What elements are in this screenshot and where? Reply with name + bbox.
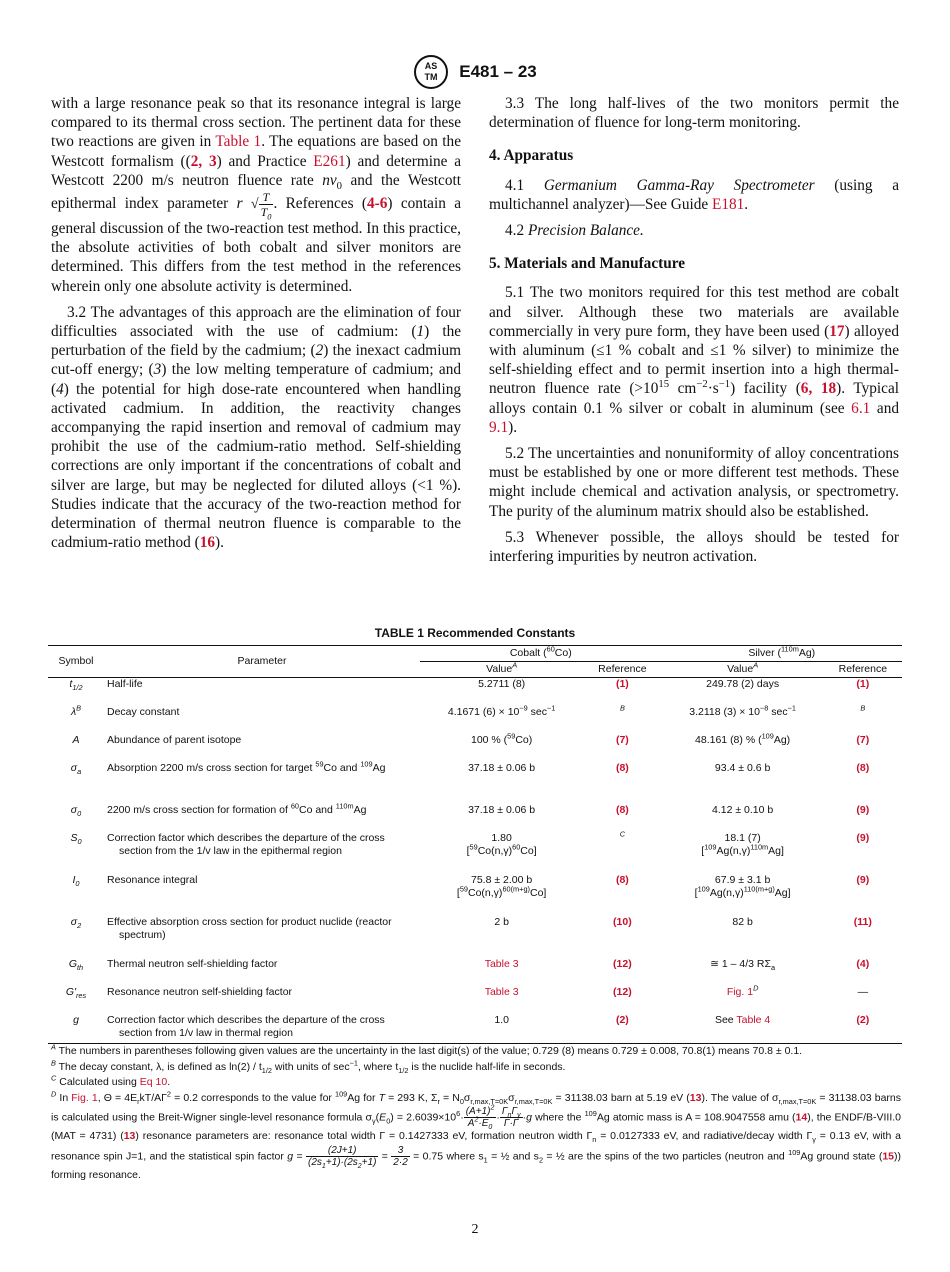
sqrt-symbol: √	[250, 196, 259, 212]
table-row: $t_{1/2}$ Half-life 5.2711 (8) (1) 249.78 (2) days (1)	[69, 678, 870, 693]
link-table-4[interactable]: Table 4	[736, 1013, 771, 1026]
table-row: $G'_{res}$ Resonance neutron self-shielding factor Table 3 (12) Fig. $1^D$ —	[48, 986, 902, 1014]
paragraph-4-2: 4.2 Precision Balance.	[505, 222, 644, 240]
table-caption: TABLE 1 Recommended Constants	[374, 626, 576, 640]
link-9-1[interactable]: 9.1	[489, 418, 509, 436]
link-table-1[interactable]: Table 1	[215, 133, 262, 151]
paragraph-3-2: 3.2 The advantages of this approach are the elimination of four difficulties associated with the use of cadmium: (1) the perturbation of the field by the cadmium; (2) the inexact cadmium cut-off energy; (3) the low melting temperature of cadmium; and (4) the potential for high dose-rate encountered when handling activated cadmium. In addition, the reactivity changes accompanying the rapid insertion and removal of cadmium may prohibit the use of the cadmium-ratio method. Self-shielding corrections are only important if the concentrations of cobalt and silver are large, but may be neglected for diluted alloys (<1 %). Studies indicate that the accuracy of the two-reaction method for determination of thermal neutron fluence is comparable to the cadmium-ratio method (16).	[51, 303, 462, 552]
table-row: g Correction factor which describes the departure of the cross section from 1/v law in thermal region 1.0 (2) See Table 4 (2)	[48, 1014, 902, 1044]
footnote-c: $^C$ Calculated using Eq 10.	[51, 1073, 171, 1088]
paragraph-3-3: 3.3 The long half-lives of the two monitors permit the determination of fluence for long-term monitoring.	[489, 95, 899, 132]
table-footnotes	[51, 1044, 901, 1183]
header-silver: Silver ($^{110m}$Ag)	[662, 646, 902, 662]
table-row: $\sigma_2$ Effective absorption cross section for product nuclide (reactor spectrum) 2 b (10) 82 b (11)	[70, 915, 872, 941]
link-fig-1[interactable]: Fig. 1	[726, 985, 754, 998]
section-heading-apparatus: 4. Apparatus	[489, 147, 574, 165]
ref-link[interactable]: 14	[795, 1111, 808, 1124]
link-e261[interactable]: E261	[313, 152, 346, 170]
footnote-d: $^D$ In Fig. 1, $\Theta = 4E_rkT/A\Gamma^2 = 0.2$ corresponds to the value for $^{109}$Ag for T = 293 K, $\Sigma_r = N_0\sigma_{r,max,T=0K}\sigma_{r,max,T=0K} = 31138.03$ barn at 5.19 eV (13). The value of $\sigma_{r,max,T=0K} = 31138.03$ barns is calculated using the Breit-Wigner single-level resonance formula $\sigma_\gamma(E_0) = 2.6039\times 10^6\cdot$ $\frac{(A+1)^2}{A^2\cdot E_0}$ · $\frac{\Gamma_n\Gamma_\gamma}{\Gamma\cdot\Gamma}$ ·g where the $^{109}$Ag atomic mass is A = 108.9047558 amu (14), the ENDF/B-VIII.0 (MAT = 4731) (13) resonance parameters are: resonance total width Γ = 0.1427333 eV, formation neutron width $\Gamma_n = 0.0127333$ eV, and radiative/decay width $\Gamma_\gamma = 0.13$ eV, with a resonance spin J=1, and the statistical spin factor g = $\frac{(2J+1)}{(2s_1+1)\cdot(2s_2+1)}$ = $\frac{3}{2\cdot 2}$ = 0.75 where $s_1$ = ½ and $s_2$ = ½ are the spins of the two particles (neutron and $^{109}$Ag ground state (15)) forming resonance.	[51, 1089, 902, 1181]
ref-link[interactable]: 6, 18	[800, 380, 837, 398]
fraction-t-over-t0: $\frac{T}{T_0}$	[260, 190, 272, 222]
section-heading-materials: 5. Materials and Manufacture	[489, 255, 686, 273]
footnote-a: $^A$ The numbers in parentheses following given values are the uncertainty in the last digit(s) of the value; 0.729 (8) means 0.729 ± 0.008, 70.8(1) means 70.8 ± 0.1.	[51, 1042, 803, 1057]
constants-table	[48, 645, 902, 1044]
table-row: $S_0$ Correction factor which describes the departure of the cross section from the 1/v law in the epithermal region 1.80 $[^{59}Co(n,\gamma)^{60}Co]$ $^C$ 18.1 (7) $[^{109}Ag(n,\gamma)^{110m}Ag]$ (9)	[70, 829, 870, 857]
paragraph-5-1: 5.1 The two monitors required for this test method are cobalt and silver. Although these two materials are available commercially in very pure form, they have been used (17) alloyed with aluminum (≤1 % cobalt and ≤1 % silver) to minimize the self-shielding effect and to permit insertion into a high thermal-neutron fluence rate ($>10^{15}$ $cm^{-2}\cdot s^{-1}$) facility (6, 18). Typical alloys contain 0.1 % silver or cobalt in aluminum (see 6.1 and 9.1).	[489, 284, 899, 436]
left-column	[51, 94, 461, 559]
paragraph-4-1: 4.1 Germanium Gamma-Ray Spectrometer (using a multichannel analyzer)—See Guide E181.	[489, 176, 899, 213]
table-row: $I_0$ Resonance integral 75.8 ± 2.00 b $[^{59}Co(n,\gamma)^{60(m+g)}Co]$ (8) 67.9 ± 3.1 b $[^{109}Ag(n,\gamma)^{110(m+g)}Ag]$ (9)	[72, 873, 870, 899]
ref-link[interactable]: 15	[882, 1149, 895, 1162]
header-value: Value$^A$	[420, 662, 583, 678]
svg-text:TM: TM	[424, 72, 438, 82]
page-number: 2	[471, 1222, 479, 1237]
footnote-b: $^B$ The decay constant, λ, is defined as $\ln(2) / t_{1/2}$ with units of $\sec^{-1}$, where $t_{1/2}$ is the nuclide half-life in seconds.	[51, 1058, 566, 1075]
link-6-1[interactable]: 6.1	[851, 399, 871, 417]
link-eq-10[interactable]: Eq 10	[139, 1076, 168, 1088]
table-row: $G_{th}$ Thermal neutron self-shielding factor Table 3 (12) ≅ 1 – 4/3 $R\Sigma_a$ (4)	[48, 958, 902, 986]
ref-link[interactable]: 16	[199, 534, 215, 552]
ref-link[interactable]: 17	[829, 322, 845, 340]
link-fig-1[interactable]: Fig. 1	[71, 1091, 98, 1104]
paragraph-5-2: 5.2 The uncertainties and nonuniformity of alloy concentrations must be established by one or more different test methods. These might include chemical and activation analysis, or spectrometry. The purity of the aluminum matrix should also be established.	[489, 445, 899, 520]
link-e181[interactable]: E181	[712, 195, 745, 213]
header-value: Value$^A$	[662, 662, 824, 678]
astm-logo	[413, 54, 449, 90]
page-header	[0, 54, 950, 90]
paragraph-3-1-continued: with a large resonance peak so that its resonance integral is large compared to its thermal cross section. The pertinent data for these two reactions are given in Table 1. The equations are based on the Westcott formalism ((2, 3) and Practice E261) and determine a Westcott 2200 m/s neutron fluence rate $nv_0$ and the Westcott epithermal index parameter r √ $\frac{T}{T_0}$ . References (4-6) contain a general discussion of the two-reaction test method. In this practice, the absolute activities of both cobalt and silver monitors are determined. This differs from the test method in the references wherein only one absolute activity is determined.	[51, 95, 461, 295]
ref-link[interactable]: 13	[689, 1091, 702, 1104]
header-reference: Reference	[583, 662, 661, 678]
table-row: A Abundance of parent isotope 100 % ($^{59}$Co) (7) 48.161 (8) % ($^{109}$Ag) (7)	[72, 731, 870, 746]
ref-link[interactable]: 2, 3	[190, 152, 217, 170]
header-reference: Reference	[824, 662, 902, 678]
ref-link[interactable]: 13	[123, 1130, 136, 1142]
ref-link[interactable]: 4-6	[366, 195, 388, 213]
header-symbol: Symbol	[48, 646, 104, 678]
table-row: $\sigma_a$ Absorption 2200 m/s cross section for target $^{59}$Co and $^{109}$Ag 37.18 ± 0.06 b (8) 93.4 ± 0.6 b (8)	[70, 759, 870, 776]
table-row: $\lambda^B$ Decay constant 4.1671 $(6) \times 10^{-9}$ $\sec^{-1}$ $^B$ 3.2118 $(3) \times 10^{-8}$ $\sec^{-1}$ $^B$	[70, 703, 866, 718]
svg-text:AS: AS	[424, 61, 438, 71]
table-row: $\sigma_0$ 2200 m/s cross section for formation of $^{60}$Co and $^{110m}$Ag 37.18 ± 0.06 b (8) 4.12 ± 0.10 b (9)	[70, 801, 870, 818]
link-table-3[interactable]: Table 3	[484, 957, 519, 970]
header-parameter: Parameter	[104, 646, 420, 678]
header-cobalt: Cobalt ($^{60}$Co)	[420, 646, 662, 662]
right-column	[489, 94, 899, 573]
document-id: E481 – 23	[459, 62, 537, 81]
link-table-3[interactable]: Table 3	[484, 985, 519, 998]
paragraph-5-3: 5.3 Whenever possible, the alloys should be tested for interfering impurities by neutron activation.	[489, 528, 899, 566]
